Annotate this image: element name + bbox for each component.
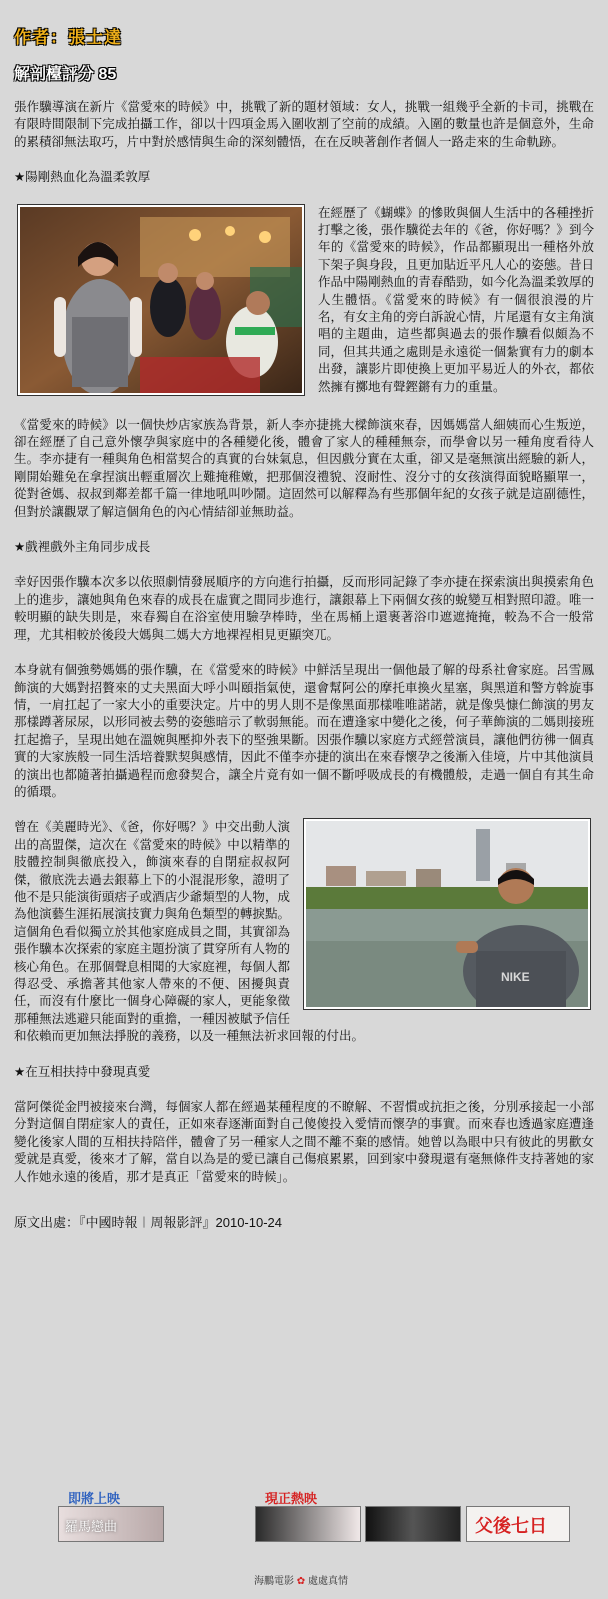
coming-movie-thumb[interactable] [58, 1506, 164, 1542]
coming-movie-title: 羅馬戀曲 [65, 1519, 118, 1534]
footer-logo [254, 1572, 348, 1587]
source-line: 原文出處：『中國時報︱周報影評』2010-10-24 [14, 1215, 282, 1231]
footer-logo-right: 處處真情 [307, 1576, 348, 1587]
still-photo-actress [18, 205, 304, 395]
footer-logo-left: 海鵬電影 [254, 1576, 294, 1587]
coming-soon-label: 即將上映 [68, 1491, 121, 1506]
section-1-paragraph: 在經歷了《蝴蝶》的慘敗與個人生活中的各種挫折打擊之後，張作驥從去年的《爸，你好嗎？》到今年的《當愛來的時候》，作品都顯現出一種格外放下架子與身段，且更加貼近平凡人心的姿態。昔日作品中陽剛熱血的青春酷勁，如今化為溫柔敦厚的人生體悟。《當愛來的時候》有一個很浪漫的片名，有女主角的旁白訴說心情，片尾還有女主角演唱的主題曲，這些都與過去的張作驥看似頗為不同，但其共通之處則是永遠從一個紮實有力的劇本出發，讓影片即使換上更加平易近人的外衣，都依然擁有擲地有聲鏗鏘有力的重量。 [318, 205, 594, 394]
film-logo-icon: ✿ [296, 1576, 306, 1587]
paragraph-2: 《當愛來的時候》以一個快炒店家族為背景，新人李亦捷挑大樑飾演來春，因媽媽當人細姨而心生叛逆，卻在經歷了自己意外懷孕與家庭中的各種變化後，體會了家人的種種無奈，而學會以另一種角度看待人生。李亦捷有一種與角色相當契合的真實的台妹氣息，但因戲分實在太重，卻又是毫無演出經驗的新人，剛開始難免在拿捏演出輕重層次上難掩稚嫩，把那個沒禮貌、沒耐性、沒分寸的女孩演得面貌略顯單一，從對爸媽、叔叔到鄰差都千篇一律地吼叫吵鬧。這固然可以解釋為有些那個年紀的女孩子就是這副德性，但對於讓觀眾了解這個角色的內心情結卻並無助益。 [14, 417, 594, 519]
restaurant-scene-image [20, 207, 302, 393]
score-title: 解剖檯評分 85 [14, 66, 117, 83]
now-showing-label: 現正熱映 [265, 1491, 318, 1506]
section-heading-2: ★戲裡戲外主角同步成長 [14, 540, 151, 555]
riverside-scene-image [306, 821, 588, 1007]
now-movie-thumb-3[interactable] [466, 1506, 570, 1542]
paragraph-3: 幸好因張作驥本次多以依照劇情發展順序的方向進行拍攝，反而形同記錄了李亦捷在探索演出與摸索角色上的進步，讓她與角色來春的成長在虛實之間同步進行，讓銀幕上下兩個女孩的蛻變互相對照印證。唯一較明顯的缺失則是，來春獨自在浴室使用驗孕棒時，坐在馬桶上還裹著浴巾遮遮掩掩，較為不合一般常理，尤其相較於後段大媽與二媽大方地裸裎相見更顯突兀。 [14, 575, 594, 642]
intro-paragraph: 張作驥導演在新片《當愛來的時候》中，挑戰了新的題材領域：女人，挑戰一組幾乎全新的卡司，挑戰在有限時間限制下完成拍攝工作，卻以十四項金馬入圍收割了空前的成績。入圍的數量也許是個意外，生命的累積卻無法取巧，片中對於感情與生命的深刻體悟，在在反映著創作者個人一路走來的生命軌跡。 [14, 100, 594, 149]
section-heading-1: ★陽剛熱血化為溫柔敦厚 [14, 170, 151, 185]
paragraph-4: 本身就有個強勢媽媽的張作驥，在《當愛來的時候》中鮮活呈現出一個他最了解的母系社會家庭。呂雪鳳飾演的大媽對招贅來的丈夫黑面大呼小叫頤指氣使，還會幫阿公的摩托車換火星塞，與黑道和警方斡旋事情，一肩扛起了一家大小的重要決定。片中的男人則不是像黑面那樣唯唯諾諾，就是像吳慷仁飾演的男友那樣蹲著尿尿，以形同被去勢的姿態暗示了軟弱無能。而在遭逢家中變化之後，何子華飾演的二媽則接班扛起擔子，呈現出她在溫婉與壓抑外表下的堅強果斷。因張作驥以家庭方式經營演員，讓他們彷彿一個真實的大家族般一同生活培養默契與感情，因此不僅李亦捷的演出在來春懷孕之後漸入佳境，片中其他演員的演出也都隨著拍攝過程而愈發契合，讓全片竟有如一個不斷呼吸成長的有機體般，走過一個自有其生命的循環。 [14, 663, 594, 799]
footer-promo [0, 1480, 608, 1599]
svg-text:NIKE: NIKE [501, 970, 530, 985]
paragraph-5: 曾在《美麗時光》、《爸，你好嗎？》中交出動人演出的高盟傑，這次在《當愛來的時候》中以精準的肢體控制與徹底投入，飾演來春的自閉症叔叔阿傑，徹底洗去過去銀幕上下的小混混形象，證明了他不是只能演街頭痞子或酒店少爺類型的人物，成為他演藝生涯拓展演技實力與角色類型的轉捩點。這個角色看似獨立於其他家庭成員之間，其實卻為張作驥本次探索的家庭主題扮演了貫穿所有人物的核心角色。在那個聲息相聞的大家庭裡，每個人都得忍受、承擔著其他家人帶來的不便、困擾與責任，而沒有什麼比一個身心障礙的家人，更能象徵那種無法逃避只能面對的重擔，一種因被賦予信任和依賴而更加無法掙脫的義務，以及一種無法祈求回報的付出。 [14, 820, 365, 1044]
now-movie-title: 父後七日 [475, 1516, 547, 1537]
still-photo-actor [304, 819, 590, 1009]
now-movie-thumb-1[interactable] [255, 1506, 361, 1542]
author-title: 作者：張士達 [14, 28, 122, 47]
paragraph-6: 當阿傑從金門被接來台灣，每個家人都在經過某種程度的不瞭解、不習慣或抗拒之後，分別承接起一小部分對這個自閉症家人的責任，正如來春逐漸面對自己傻傻投入愛情而懷孕的事實。而來春也透過家庭遭逢變化後家人間的互相扶持陪伴，體會了另一種家人之間不離不棄的感情。她曾以為眼中只有彼此的男歡女愛就是真愛，後來才了解，當自以為是的愛已讓自己傷痕累累，回到家中發現還有毫無條件支持著她的家人作她永遠的後盾，那才是真正「當愛來的時候」。 [14, 1100, 594, 1184]
now-movie-thumb-2[interactable] [365, 1506, 461, 1542]
section-heading-3: ★在互相扶持中發現真愛 [14, 1064, 151, 1079]
